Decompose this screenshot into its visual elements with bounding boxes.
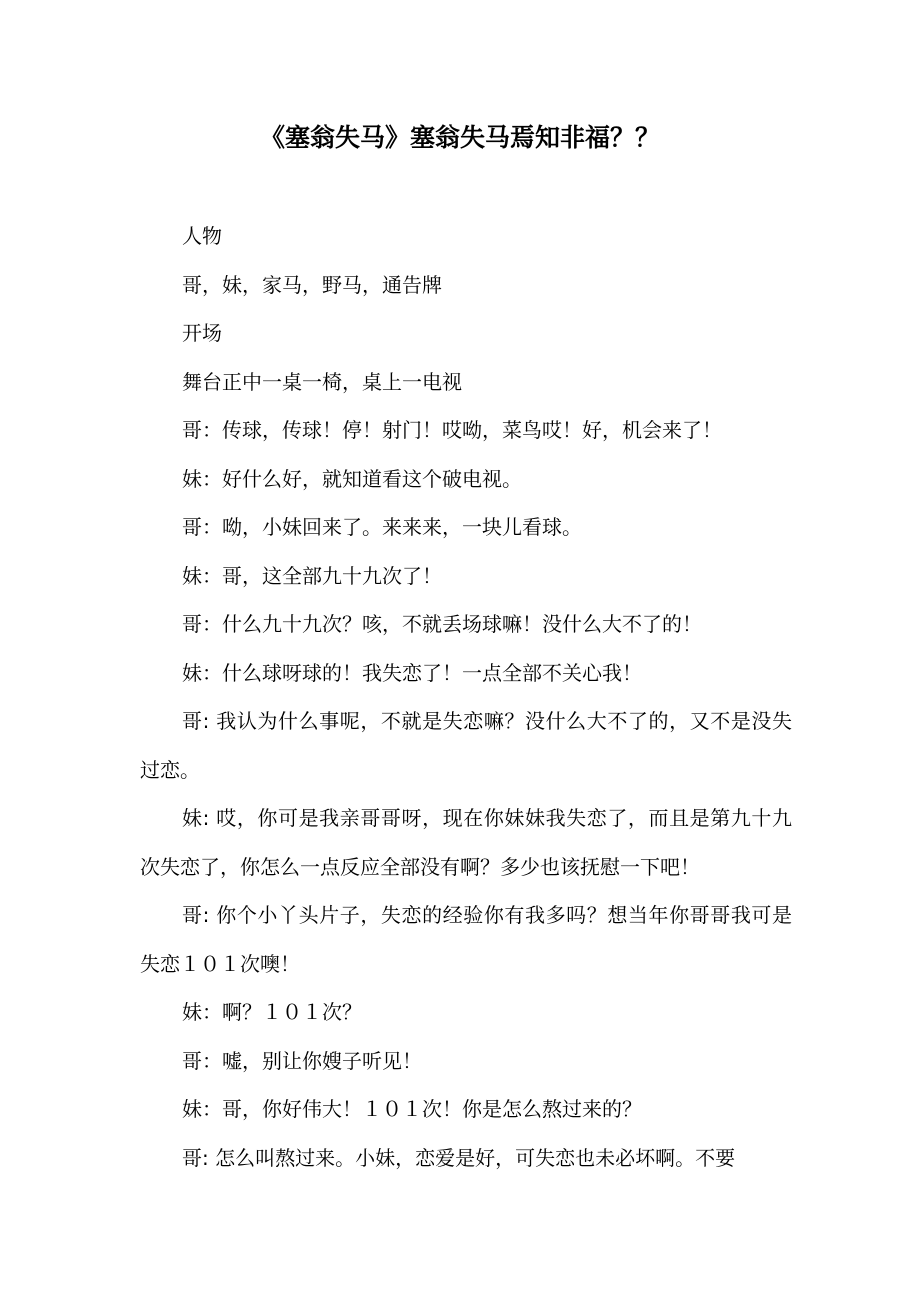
dialogue-line: 哥：呦，小妹回来了。来来来，一块儿看球。 [182, 515, 582, 539]
dialogue-line: 妹：哥，这全部九十九次了！ [182, 563, 442, 588]
paragraph-opening-heading: 开场 [182, 321, 222, 345]
paragraph-characters-list: 哥，妹，家马，野马，通告牌 [182, 272, 442, 297]
document-title: 《塞翁失马》塞翁失马焉知非福？？ [259, 123, 660, 152]
dialogue-line: 妹：啊？１０１次？ [182, 1000, 362, 1024]
dialogue-line: 妹: 哎，你可是我亲哥哥呀，现在你妹妹我失恋了，而且是第九十九次失恋了，你怎么一点反应全部没有啊？多少也该抚慰一下吧！ [140, 806, 792, 879]
dialogue-line: 哥：传球，传球！停！射门！哎呦，菜鸟哎！好，机会来了！ [182, 418, 722, 442]
dialogue-line: 妹：哥，你好伟大！１０１次！你是怎么熬过来的？ [182, 1097, 642, 1121]
dialogue-line: 哥：嘘，别让你嫂子听见！ [182, 1048, 422, 1073]
paragraph-characters-heading: 人物 [182, 224, 222, 248]
dialogue-line: 哥: 怎么叫熬过来。小妹，恋爱是好，可失恋也未必坏啊。不要 [182, 1145, 736, 1170]
dialogue-line: 妹：什么球呀球的！我失恋了！一点全部不关心我！ [182, 660, 642, 685]
dialogue-line: 哥：什么九十九次？咳，不就丢场球嘛！没什么大不了的！ [182, 612, 702, 636]
paragraph-stage-direction: 舞台正中一桌一椅，桌上一电视 [182, 369, 462, 394]
dialogue-line: 哥: 我认为什么事呢，不就是失恋嘛？没什么大不了的，又不是没失过恋。 [140, 709, 792, 782]
dialogue-line: 哥: 你个小丫头片子，失恋的经验你有我多吗？想当年你哥哥我可是失恋１０１次噢！ [140, 903, 792, 976]
document-body [140, 212, 792, 1182]
dialogue-line: 妹：好什么好，就知道看这个破电视。 [182, 466, 522, 491]
